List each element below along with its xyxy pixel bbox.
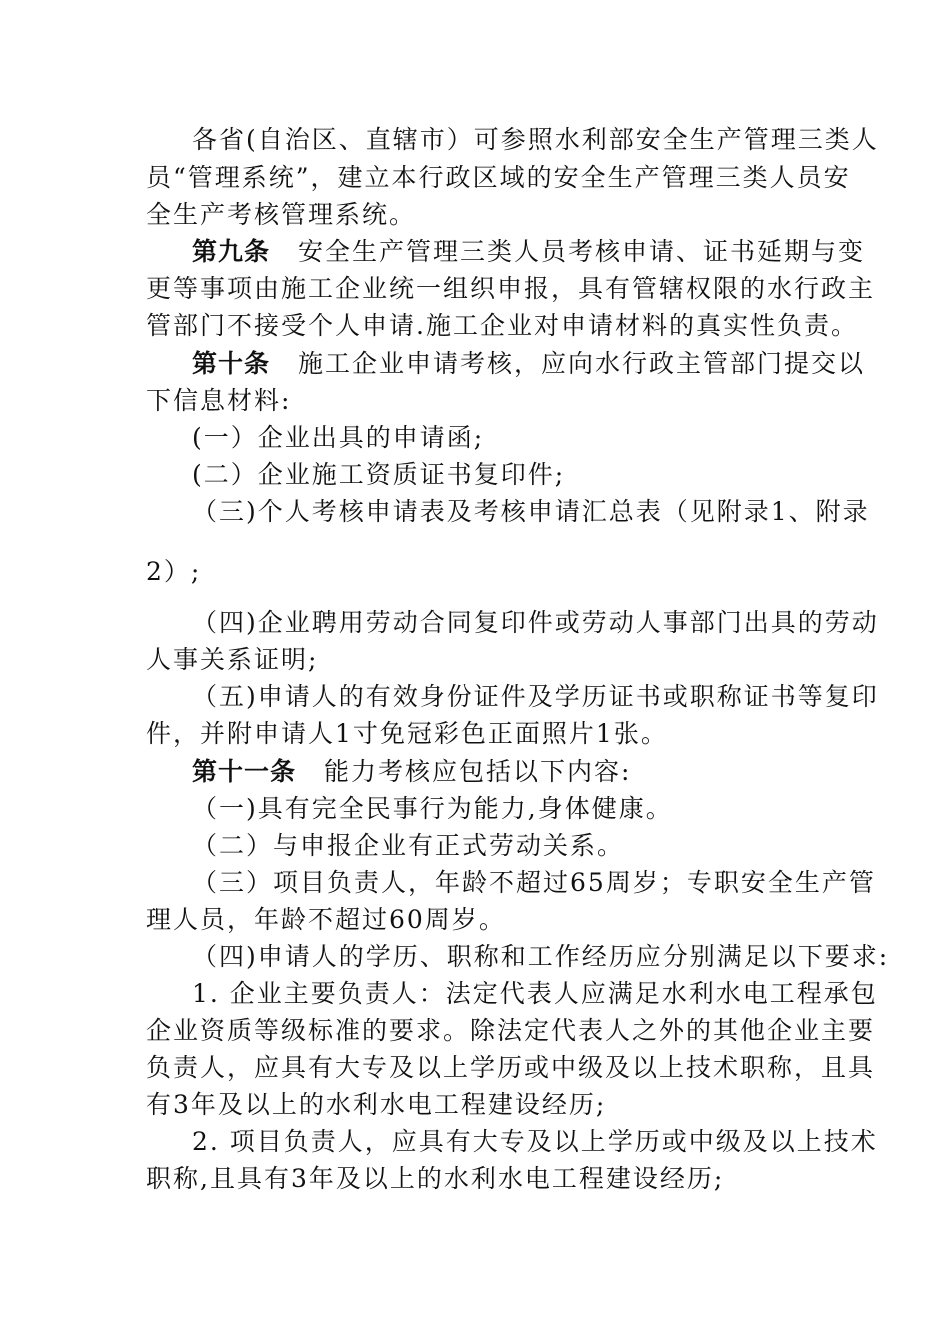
list-item: (一）企业出具的申请函; — [192, 423, 485, 452]
paragraph-line: 员“管理系统”，建立本行政区域的安全生产管理三类人员安 — [146, 163, 851, 192]
article-11-text: 能力考核应包括以下内容: — [324, 757, 632, 786]
paragraph-line: 人事关系证明; — [146, 645, 319, 674]
paragraph-line: 有3年及以上的水利水电工程建设经历; — [146, 1090, 607, 1119]
paragraph-line: 全生产考核管理系统。 — [146, 200, 417, 229]
paragraph-line: 2）; — [146, 557, 202, 586]
article-11-line — [192, 757, 806, 787]
article-10-line — [192, 349, 866, 379]
article-9-heading: 第九条 — [192, 237, 271, 266]
article-9-text: 安全生产管理三类人员考核申请、证书延期与变 — [298, 237, 866, 266]
list-item: （四)申请人的学历、职称和工作经历应分别满足以下要求: — [192, 942, 890, 971]
paragraph-line: 理人员，年龄不超过60周岁。 — [146, 905, 506, 934]
list-item: 2. 项目负责人，应具有大专及以上学历或中级及以上技术 — [192, 1127, 878, 1156]
paragraph-line: 更等事项由施工企业统一组织申报，具有管辖权限的水行政主 — [146, 274, 876, 303]
article-9-line — [192, 237, 866, 267]
list-item: （三）项目负责人，年龄不超过65周岁；专职安全生产管 — [192, 868, 876, 897]
paragraph-line: 下信息材料: — [146, 386, 292, 415]
paragraph-line: 职称,且具有3年及以上的水利水电工程建设经历; — [146, 1164, 725, 1193]
paragraph-line: 管部门不接受个人申请.施工企业对申请材料的真实性负责。 — [146, 311, 858, 340]
list-item: 1. 企业主要负责人：法定代表人应满足水利水电工程承包 — [192, 979, 878, 1008]
article-11-heading: 第十一条 — [192, 757, 297, 786]
article-10-heading: 第十条 — [192, 349, 271, 378]
paragraph-line: 各省(自治区、直辖市）可参照水利部安全生产管理三类人 — [192, 125, 879, 154]
list-item: （二）与申报企业有正式劳动关系。 — [192, 831, 625, 860]
list-item: (二）企业施工资质证书复印件; — [192, 460, 566, 489]
list-item: （五)申请人的有效身份证件及学历证书或职称证书等复印 — [192, 682, 879, 711]
list-item: （三)个人考核申请表及考核申请汇总表（见附录1、附录 — [192, 497, 870, 526]
list-item: （四)企业聘用劳动合同复印件或劳动人事部门出具的劳动 — [192, 608, 879, 637]
paragraph-line: 负责人，应具有大专及以上学历或中级及以上技术职称，且具 — [146, 1053, 876, 1082]
paragraph-line: 企业资质等级标准的要求。除法定代表人之外的其他企业主要 — [146, 1016, 876, 1045]
article-10-text: 施工企业申请考核，应向水行政主管部门提交以 — [298, 349, 866, 378]
paragraph-line: 件，并附申请人1寸免冠彩色正面照片1张。 — [146, 719, 668, 748]
list-item: （一)具有完全民事行为能力,身体健康。 — [192, 794, 673, 823]
